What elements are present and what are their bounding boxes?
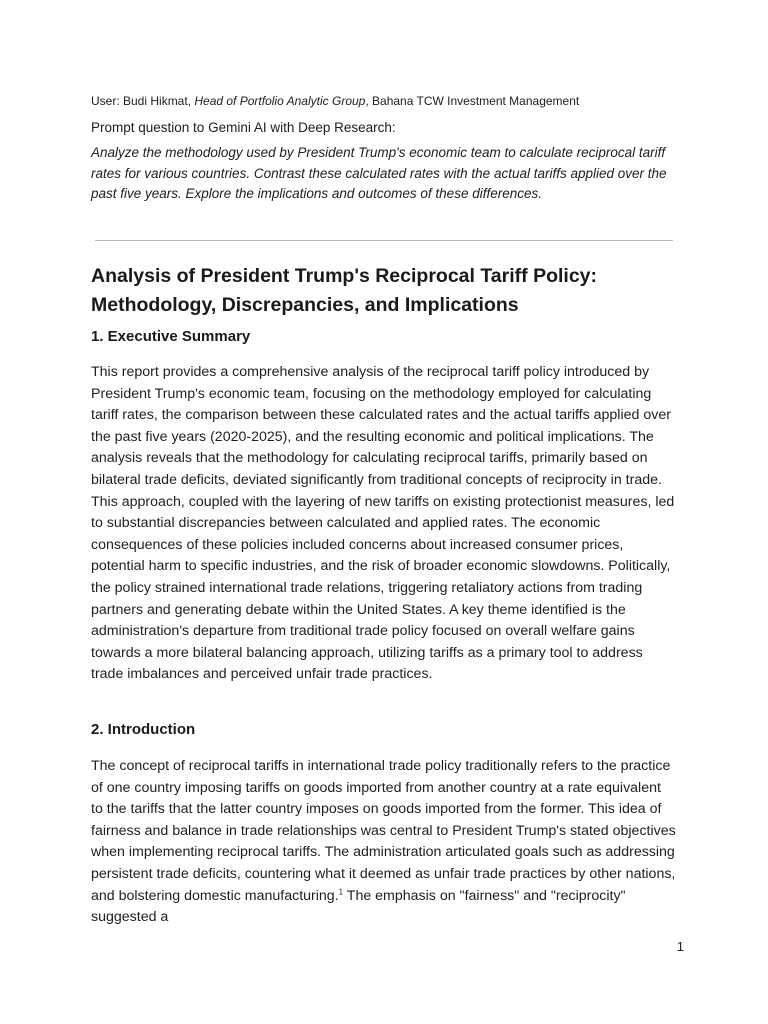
user-role: Head of Portfolio Analytic Group [194,94,366,108]
document-title: Analysis of President Trump's Reciprocal Tariff Policy: Methodology, Discrepancies, and Implications [91,265,598,316]
user-attribution [91,93,691,109]
introduction-paragraph [91,756,676,929]
footnote-reference[interactable]: 1 [338,886,344,896]
introduction-text: The concept of reciprocal tariffs in international trade policy traditionally refers to the practice of one country imposing tariffs on goods imported from another country at a rate equivalent to the tariffs that the latter country imposes on goods imported from the former. This idea of fairness and balance in trade relationships was central to President Trump's stated objectives when implementing reciprocal tariffs. The administration articulated goals such as addressing persistent trade deficits, countering what it deemed as unfair trade practices by other nations, and bolstering domestic manufacturing. [91,758,676,904]
user-organization: , Bahana TCW Investment Management [365,94,580,108]
section-heading-introduction: 2. Introduction [91,721,196,738]
user-name: User: Budi Hikmat, [91,94,195,108]
executive-summary-paragraph: This report provides a comprehensive analysis of the reciprocal tariff policy introduced by President Trump's economic team, focusing on the methodology employed for calculating tariff rates, the comparison between these calculated rates and the actual tariffs applied over the past five years (2020-2025), and the resulting economic and political implications. The analysis reveals that the methodology for calculating reciprocal tariffs, primarily based on bilateral trade deficits, deviated significantly from traditional concepts of reciprocity in trade. This approach, coupled with the layering of new tariffs on existing protectionist measures, led to substantial discrepancies between calculated and applied rates. The economic consequences of these policies included concerns about increased consumer prices, potential harm to specific industries, and the risk of broader economic slowdowns. Politically, the policy strained international trade relations, triggering retaliatory actions from trading partners and generating debate within the United States. A key theme identified is the administration's departure from traditional trade policy focused on overall welfare gains towards a more bilateral balancing approach, utilizing tariffs as a primary tool to address trade imbalances and perceived unfair trade practices. [91,364,675,683]
prompt-label: Prompt question to Gemini AI with Deep Research: [91,120,396,135]
page-number: 1 [676,939,684,954]
introduction-text-continued: The emphasis on "fairness" and "reciprocity" suggested a [91,887,626,926]
prompt-question: Analyze the methodology used by President Trump's economic team to calculate reciprocal tariff rates for various countries. Contrast these calculated rates with the actual tariffs applied over the past five years. Explore the implications and outcomes of these differences. [91,145,667,201]
divider [95,240,673,241]
section-heading-executive-summary: 1. Executive Summary [91,328,251,345]
